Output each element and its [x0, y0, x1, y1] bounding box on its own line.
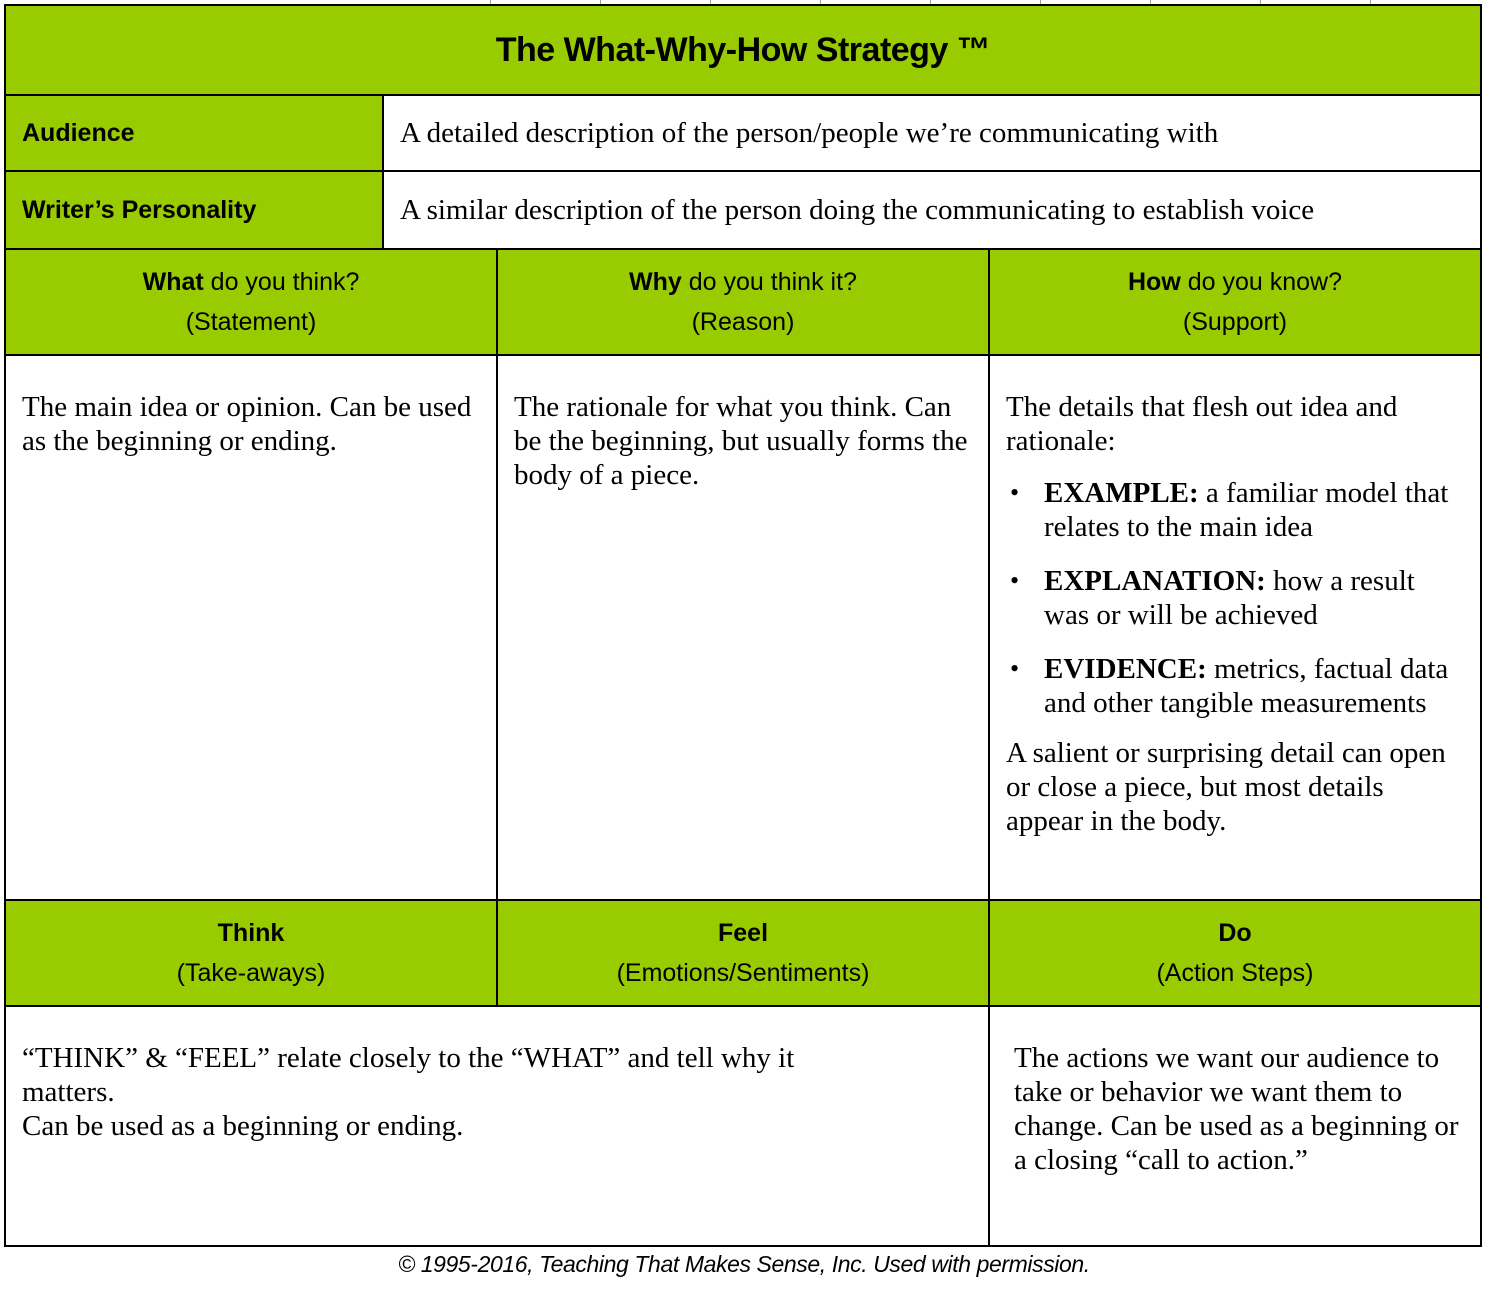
- feel-label: Feel: [717, 919, 769, 947]
- do-label: Do: [1218, 919, 1252, 947]
- how-intro: The details that flesh out idea and rationale:: [1006, 391, 1398, 457]
- feel-sub: (Emotions/Sentiments): [616, 959, 870, 987]
- think-feel-body-cell: [4, 1005, 990, 1247]
- copyright-footer: © 1995-2016, Teaching That Makes Sense, Inc. Used with permission.: [398, 1251, 1090, 1277]
- think-feel-line1: “THINK” & “FEEL” relate closely to the “WHAT” and tell why it matters.: [22, 1042, 795, 1108]
- do-header: [988, 899, 1482, 1007]
- think-label: Think: [217, 919, 285, 947]
- audience-label: Audience: [4, 94, 384, 172]
- what-question: What do you think?: [142, 268, 360, 296]
- list-item: • EVIDENCE: metrics, factual data and other tangible measurements: [1044, 652, 1464, 720]
- why-body: The rationale for what you think. Can be the beginning, but usually forms the body of a piece.: [514, 391, 968, 491]
- how-header: [988, 248, 1482, 356]
- how-question: How do you know?: [1128, 268, 1342, 296]
- why-sub: (Reason): [691, 308, 795, 336]
- what-body-cell: [4, 354, 498, 901]
- support-list: [1006, 476, 1464, 720]
- personality-text: A similar description of the person doing the communicating to establish voice: [382, 170, 1482, 250]
- do-sub: (Action Steps): [1156, 959, 1314, 987]
- feel-header: [496, 899, 990, 1007]
- how-body-cell: [988, 354, 1482, 901]
- table-title: The What-Why-How Strategy ™: [4, 4, 1482, 96]
- what-body: The main idea or opinion. Can be used as the beginning or ending.: [22, 391, 472, 457]
- think-header: [4, 899, 498, 1007]
- why-header: [496, 248, 990, 356]
- what-sub: (Statement): [185, 308, 317, 336]
- personality-label: Writer’s Personality: [4, 170, 384, 250]
- think-feel-line2: Can be used as a beginning or ending.: [22, 1110, 464, 1142]
- how-sub: (Support): [1182, 308, 1288, 336]
- list-item: • EXPLANATION: how a result was or will be achieved: [1044, 564, 1464, 632]
- why-body-cell: [496, 354, 990, 901]
- audience-text: A detailed description of the person/people we’re communicating with: [382, 94, 1482, 172]
- why-question: Why do you think it?: [629, 268, 857, 296]
- list-item: • EXAMPLE: a familiar model that relates to the main idea: [1044, 476, 1464, 544]
- how-outro: A salient or surprising detail can open or close a piece, but most details appear in the body.: [1006, 737, 1446, 837]
- do-body-cell: [988, 1005, 1482, 1247]
- what-header: [4, 248, 498, 356]
- think-sub: (Take-aways): [176, 959, 326, 987]
- do-body: The actions we want our audience to take or behavior we want them to change. Can be used as a beginning or a closing “call to action.”: [1014, 1042, 1459, 1176]
